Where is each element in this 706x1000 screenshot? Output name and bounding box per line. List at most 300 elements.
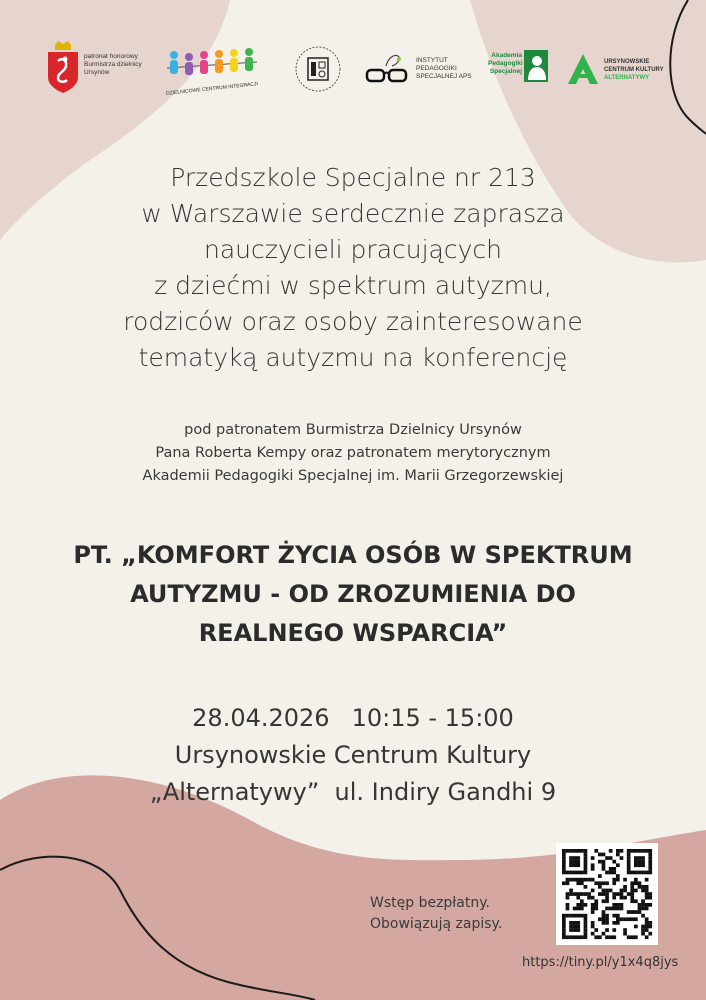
qr-module [630, 871, 634, 875]
qr-module [609, 849, 613, 853]
qr-module [620, 849, 624, 853]
invitation-line: w Warszawie serdecznie zaprasza [141, 199, 565, 228]
qr-module [594, 849, 598, 853]
qr-module [573, 856, 577, 860]
qr-module [612, 928, 616, 932]
aps-logo [488, 50, 550, 90]
qr-module [616, 892, 620, 896]
qr-module [584, 921, 588, 925]
qr-module [605, 889, 609, 893]
qr-module [605, 881, 609, 885]
invitation-line: z dziećmi w spektrum autyzmu, [154, 271, 552, 300]
qr-module [562, 853, 566, 857]
qr-module [605, 856, 609, 860]
warsaw-logo-line: Ursynów [84, 69, 110, 76]
qr-module [612, 914, 616, 918]
qr-module [602, 892, 606, 896]
qr-module [616, 849, 620, 853]
qr-module [630, 917, 634, 921]
qr-module [602, 867, 606, 871]
qr-module [576, 935, 580, 939]
qr-module [591, 903, 595, 907]
qr-module [605, 899, 609, 903]
qr-module [645, 896, 649, 900]
qr-module [609, 907, 613, 911]
qr-module [620, 907, 624, 911]
qr-module [627, 917, 631, 921]
qr-module [616, 903, 620, 907]
qr-module [634, 935, 638, 939]
event-date-time [0, 700, 706, 737]
qr-module [612, 867, 616, 871]
qr-module [598, 892, 602, 896]
qr-module [605, 914, 609, 918]
qr-module [594, 899, 598, 903]
qr-module [609, 856, 613, 860]
qr-module [580, 892, 584, 896]
qr-module [584, 914, 588, 918]
aps-logo-line: Akademia [491, 52, 522, 59]
qr-module [594, 907, 598, 911]
qr-module [580, 871, 584, 875]
qr-module [573, 871, 577, 875]
patronage-line: pod patronatem Burmistrza Dzielnicy Ursynów [184, 422, 522, 438]
qr-module [569, 863, 573, 867]
qr-module [630, 885, 634, 889]
qr-module [648, 863, 652, 867]
qr-module [623, 878, 627, 882]
qr-module [630, 896, 634, 900]
qr-module [623, 889, 627, 893]
qr-module [638, 863, 642, 867]
glasses-icon [364, 52, 414, 86]
qr-module [641, 932, 645, 936]
qr-module [587, 896, 591, 900]
qr-module [576, 921, 580, 925]
invitation-line: Przedszkole Specjalne nr 213 [170, 163, 536, 192]
qr-module [576, 860, 580, 864]
qr-module [634, 849, 638, 853]
qr-module [562, 921, 566, 925]
qr-module [580, 935, 584, 939]
qr-module [598, 874, 602, 878]
qr-module [616, 874, 620, 878]
qr-module [591, 921, 595, 925]
aps-logo-line: Specjalnej [489, 68, 522, 75]
qr-module [634, 863, 638, 867]
qr-module [587, 892, 591, 896]
qr-module [648, 860, 652, 864]
qr-module [576, 871, 580, 875]
qr-module [612, 871, 616, 875]
qr-module [602, 921, 606, 925]
qr-module [627, 860, 631, 864]
qr-module [634, 881, 638, 885]
qr-module [566, 935, 570, 939]
entry-info [370, 893, 550, 935]
qr-module [638, 871, 642, 875]
qr-module [641, 928, 645, 932]
event-address: „Alternatywy” ul. Indiry Gandhi 9 [149, 778, 557, 806]
qr-module [638, 910, 642, 914]
warsaw-coat-of-arms-icon [46, 41, 80, 93]
qr-module [634, 856, 638, 860]
qr-module [648, 849, 652, 853]
ps213-logo [293, 44, 343, 94]
qr-module [562, 860, 566, 864]
qr-module [641, 925, 645, 929]
qr-module [562, 881, 566, 885]
qr-code[interactable] [556, 843, 658, 945]
qr-module [573, 921, 577, 925]
qr-module [584, 849, 588, 853]
qr-module [641, 849, 645, 853]
qr-module [620, 892, 624, 896]
qr-module [609, 935, 613, 939]
qr-module [641, 885, 645, 889]
qr-module [591, 889, 595, 893]
qr-module [616, 921, 620, 925]
qr-module [634, 899, 638, 903]
qr-module [616, 914, 620, 918]
holding-hands-figures-icon [162, 48, 262, 80]
qr-module [605, 871, 609, 875]
qr-module [591, 863, 595, 867]
qr-module [609, 867, 613, 871]
qr-module [602, 932, 606, 936]
qr-module [562, 856, 566, 860]
qr-module [648, 853, 652, 857]
qr-module [605, 917, 609, 921]
qr-module [573, 860, 577, 864]
ucka-logo-line: URSYNOWSKIE [604, 59, 650, 65]
qr-module [630, 889, 634, 893]
qr-module [573, 863, 577, 867]
qr-module [573, 907, 577, 911]
qr-module [576, 849, 580, 853]
qr-module [638, 849, 642, 853]
qr-module [645, 889, 649, 893]
qr-module [591, 856, 595, 860]
qr-module [645, 928, 649, 932]
letter-a-icon [566, 52, 600, 86]
qr-module [566, 871, 570, 875]
qr-module [573, 935, 577, 939]
qr-module [638, 881, 642, 885]
qr-module [584, 856, 588, 860]
qr-module [602, 881, 606, 885]
qr-module [591, 896, 595, 900]
qr-module [584, 935, 588, 939]
qr-module [634, 910, 638, 914]
qr-module [645, 885, 649, 889]
qr-module [602, 853, 606, 857]
qr-module [584, 903, 588, 907]
qr-module [566, 878, 570, 882]
qr-module [645, 871, 649, 875]
qr-module [630, 881, 634, 885]
qr-module [569, 928, 573, 932]
invitation-line: rodziców oraz osoby zainteresowane [123, 307, 583, 336]
aps-portrait-icon [524, 50, 548, 82]
qr-module [627, 856, 631, 860]
qr-module [566, 907, 570, 911]
qr-module [584, 853, 588, 857]
warsaw-logo-line: Burmistrza dzielnicy [84, 61, 142, 68]
qr-module [591, 878, 595, 882]
qr-module [602, 914, 606, 918]
qr-module [580, 878, 584, 882]
qr-module [584, 917, 588, 921]
qr-module [580, 849, 584, 853]
qr-module [645, 935, 649, 939]
qr-module [598, 853, 602, 857]
school-circle-icon [293, 44, 343, 94]
invitation-line: nauczycieli pracujących [203, 235, 503, 264]
qr-module [566, 896, 570, 900]
qr-module [580, 903, 584, 907]
qr-module [612, 921, 616, 925]
qr-module [594, 881, 598, 885]
qr-code-icon [556, 843, 658, 945]
qr-module [562, 867, 566, 871]
dci-logo [162, 48, 262, 98]
qr-module [638, 856, 642, 860]
qr-module [569, 878, 573, 882]
qr-module [573, 928, 577, 932]
qr-module [576, 907, 580, 911]
qr-module [612, 860, 616, 864]
qr-module [609, 871, 613, 875]
conference-title-line: AUTYZMU - OD ZROZUMIENIA DO [130, 580, 576, 608]
qr-module [598, 917, 602, 921]
qr-module [569, 925, 573, 929]
qr-module [630, 892, 634, 896]
qr-module [612, 881, 616, 885]
qr-module [573, 849, 577, 853]
qr-module [627, 867, 631, 871]
qr-module [576, 896, 580, 900]
qr-module [569, 856, 573, 860]
qr-module [566, 849, 570, 853]
qr-module [623, 917, 627, 921]
qr-module [648, 932, 652, 936]
event-details [0, 700, 706, 811]
qr-module [591, 925, 595, 929]
qr-module [645, 925, 649, 929]
qr-module [638, 907, 642, 911]
qr-module [584, 878, 588, 882]
qr-module [623, 885, 627, 889]
invitation-line: tematyką autyzmu na konferencję [138, 343, 568, 372]
qr-module [562, 925, 566, 929]
ips-logo-line: INSTYTUT [416, 57, 448, 64]
qr-module [562, 932, 566, 936]
qr-module [584, 871, 588, 875]
partner-logos [0, 38, 706, 108]
qr-module [591, 907, 595, 911]
qr-module [569, 892, 573, 896]
qr-module [648, 903, 652, 907]
qr-module [641, 907, 645, 911]
qr-module [612, 878, 616, 882]
qr-module [605, 907, 609, 911]
qr-module [576, 881, 580, 885]
qr-module [605, 892, 609, 896]
qr-module [620, 917, 624, 921]
qr-module [620, 856, 624, 860]
qr-module [641, 903, 645, 907]
qr-module [648, 921, 652, 925]
qr-module [616, 917, 620, 921]
qr-module [623, 896, 627, 900]
qr-module [638, 860, 642, 864]
qr-module [566, 903, 570, 907]
qr-module [616, 878, 620, 882]
qr-module [569, 849, 573, 853]
qr-module [602, 910, 606, 914]
conference-title [0, 536, 706, 653]
qr-module [627, 871, 631, 875]
qr-module [573, 914, 577, 918]
qr-module [612, 935, 616, 939]
qr-module [605, 935, 609, 939]
qr-module [576, 892, 580, 896]
qr-module [627, 935, 631, 939]
qr-module [630, 849, 634, 853]
qr-module [634, 860, 638, 864]
qr-module [609, 889, 613, 893]
qr-module [641, 899, 645, 903]
qr-module [645, 907, 649, 911]
qr-module [584, 885, 588, 889]
qr-module [566, 914, 570, 918]
qr-module [648, 856, 652, 860]
qr-module [612, 896, 616, 900]
ucka-logo [566, 52, 676, 92]
qr-module [630, 910, 634, 914]
qr-module [576, 863, 580, 867]
qr-module [648, 896, 652, 900]
qr-module [634, 889, 638, 893]
qr-module [584, 867, 588, 871]
qr-module [598, 935, 602, 939]
qr-module [587, 878, 591, 882]
qr-module [612, 907, 616, 911]
qr-module [612, 892, 616, 896]
qr-module [573, 878, 577, 882]
qr-module [584, 863, 588, 867]
event-venue: Ursynowskie Centrum Kultury [174, 741, 532, 769]
ucka-logo-line: CENTRUM KULTURY [604, 67, 664, 73]
qr-module [634, 917, 638, 921]
qr-module [641, 863, 645, 867]
qr-module [584, 932, 588, 936]
qr-module [602, 863, 606, 867]
qr-module [645, 878, 649, 882]
qr-module [620, 889, 624, 893]
entry-line-registration: Obowiązują zapisy. [370, 916, 503, 932]
qr-module [584, 860, 588, 864]
qr-module [576, 903, 580, 907]
qr-module [576, 878, 580, 882]
registration-link[interactable]: https://tiny.pl/y1x4q8jys [522, 955, 679, 970]
qr-module [630, 899, 634, 903]
qr-module [569, 935, 573, 939]
qr-module [562, 871, 566, 875]
qr-module [594, 935, 598, 939]
qr-module [641, 914, 645, 918]
warsaw-logo-line: patronat honorowy [84, 53, 138, 60]
warsaw-logo [46, 41, 156, 95]
qr-module [623, 932, 627, 936]
qr-module [634, 925, 638, 929]
qr-module [648, 867, 652, 871]
qr-module [566, 892, 570, 896]
patronage-line: Pana Roberta Kempy oraz patronatem merytorycznym [155, 445, 551, 461]
ucka-logo-line: ALTERNATYWY [604, 75, 650, 81]
qr-module [562, 914, 566, 918]
qr-module [645, 849, 649, 853]
qr-module [630, 935, 634, 939]
event-date: 28.04.2026 [192, 704, 330, 732]
qr-module [591, 867, 595, 871]
qr-module [598, 881, 602, 885]
qr-module [612, 903, 616, 907]
qr-module [584, 928, 588, 932]
qr-module [605, 921, 609, 925]
qr-module [580, 881, 584, 885]
qr-module [638, 885, 642, 889]
qr-module [576, 914, 580, 918]
conference-title-line: PT. „KOMFORT ŻYCIA OSÓB W SPEKTRUM [73, 541, 633, 569]
qr-module [645, 921, 649, 925]
qr-module [569, 914, 573, 918]
qr-module [576, 928, 580, 932]
qr-module [562, 917, 566, 921]
ips-logo-line: PEDAGOGIKI [416, 65, 457, 72]
qr-module [616, 907, 620, 911]
qr-module [645, 903, 649, 907]
qr-module [580, 914, 584, 918]
qr-module [641, 856, 645, 860]
qr-module [616, 863, 620, 867]
qr-module [584, 892, 588, 896]
qr-module [641, 871, 645, 875]
aps-logo-line: Pedagogiki [488, 60, 523, 67]
qr-module [594, 903, 598, 907]
qr-module [648, 925, 652, 929]
qr-module [576, 856, 580, 860]
qr-module [616, 853, 620, 857]
ips-logo-line: SPECJALNEJ APS [416, 73, 472, 80]
qr-module [573, 925, 577, 929]
qr-module [627, 892, 631, 896]
qr-module [627, 863, 631, 867]
qr-module [605, 928, 609, 932]
qr-module [634, 878, 638, 882]
qr-module [591, 910, 595, 914]
qr-module [584, 925, 588, 929]
qr-module [562, 935, 566, 939]
patronage-text [0, 419, 706, 488]
qr-module [645, 917, 649, 921]
qr-module [598, 885, 602, 889]
qr-module [623, 928, 627, 932]
entry-line-free: Wstęp bezpłatny. [370, 895, 490, 911]
qr-module [580, 907, 584, 911]
qr-module [562, 849, 566, 853]
